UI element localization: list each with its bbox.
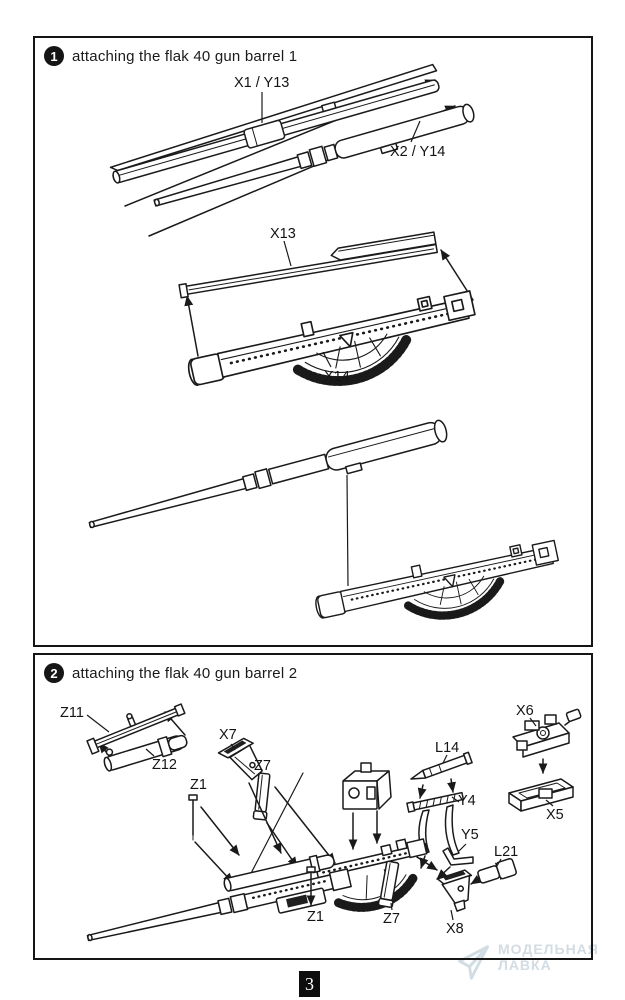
step-2-badge: 2 (44, 663, 64, 683)
step-1-panel (33, 36, 593, 647)
step-1-badge: 1 (44, 46, 64, 66)
part-label-x8: X8 (446, 921, 464, 937)
watermark-line1: МОДЕЛЬНАЯ (498, 941, 599, 957)
part-label-x14: X14 (324, 369, 350, 385)
part-label-x1-y13: X1 / Y13 (234, 75, 290, 91)
part-label-z7-bottom: Z7 (383, 911, 400, 927)
part-label-l14: L14 (435, 740, 460, 756)
part-label-z7-top: Z7 (254, 758, 271, 774)
part-label-x6: X6 (516, 703, 534, 719)
part-label-z12: Z12 (152, 757, 177, 773)
page-number-badge (299, 971, 320, 997)
step-1-title: attaching the flak 40 gun barrel 1 (72, 47, 298, 65)
part-label-z1-left: Z1 (190, 777, 207, 793)
step-2-panel (33, 653, 593, 960)
part-label-l21: L21 (494, 844, 519, 860)
watermark-line2: ЛАВКА (498, 957, 552, 973)
page-number: 3 (305, 973, 314, 994)
part-label-y5: Y5 (461, 827, 479, 843)
part-label-z1-bottom: Z1 (307, 909, 324, 925)
part-label-x2-y14: X2 / Y14 (390, 144, 446, 160)
part-label-x13: X13 (270, 226, 296, 242)
step-1-header (44, 46, 297, 66)
step-1-diagram (35, 38, 591, 645)
part-label-x7: X7 (219, 727, 237, 743)
part-label-y4: Y4 (458, 793, 476, 809)
part-label-z11: Z11 (60, 705, 84, 721)
step-2-title: attaching the flak 40 gun barrel 2 (72, 664, 298, 682)
part-label-x5: X5 (546, 807, 564, 823)
step-2-header (44, 663, 297, 683)
